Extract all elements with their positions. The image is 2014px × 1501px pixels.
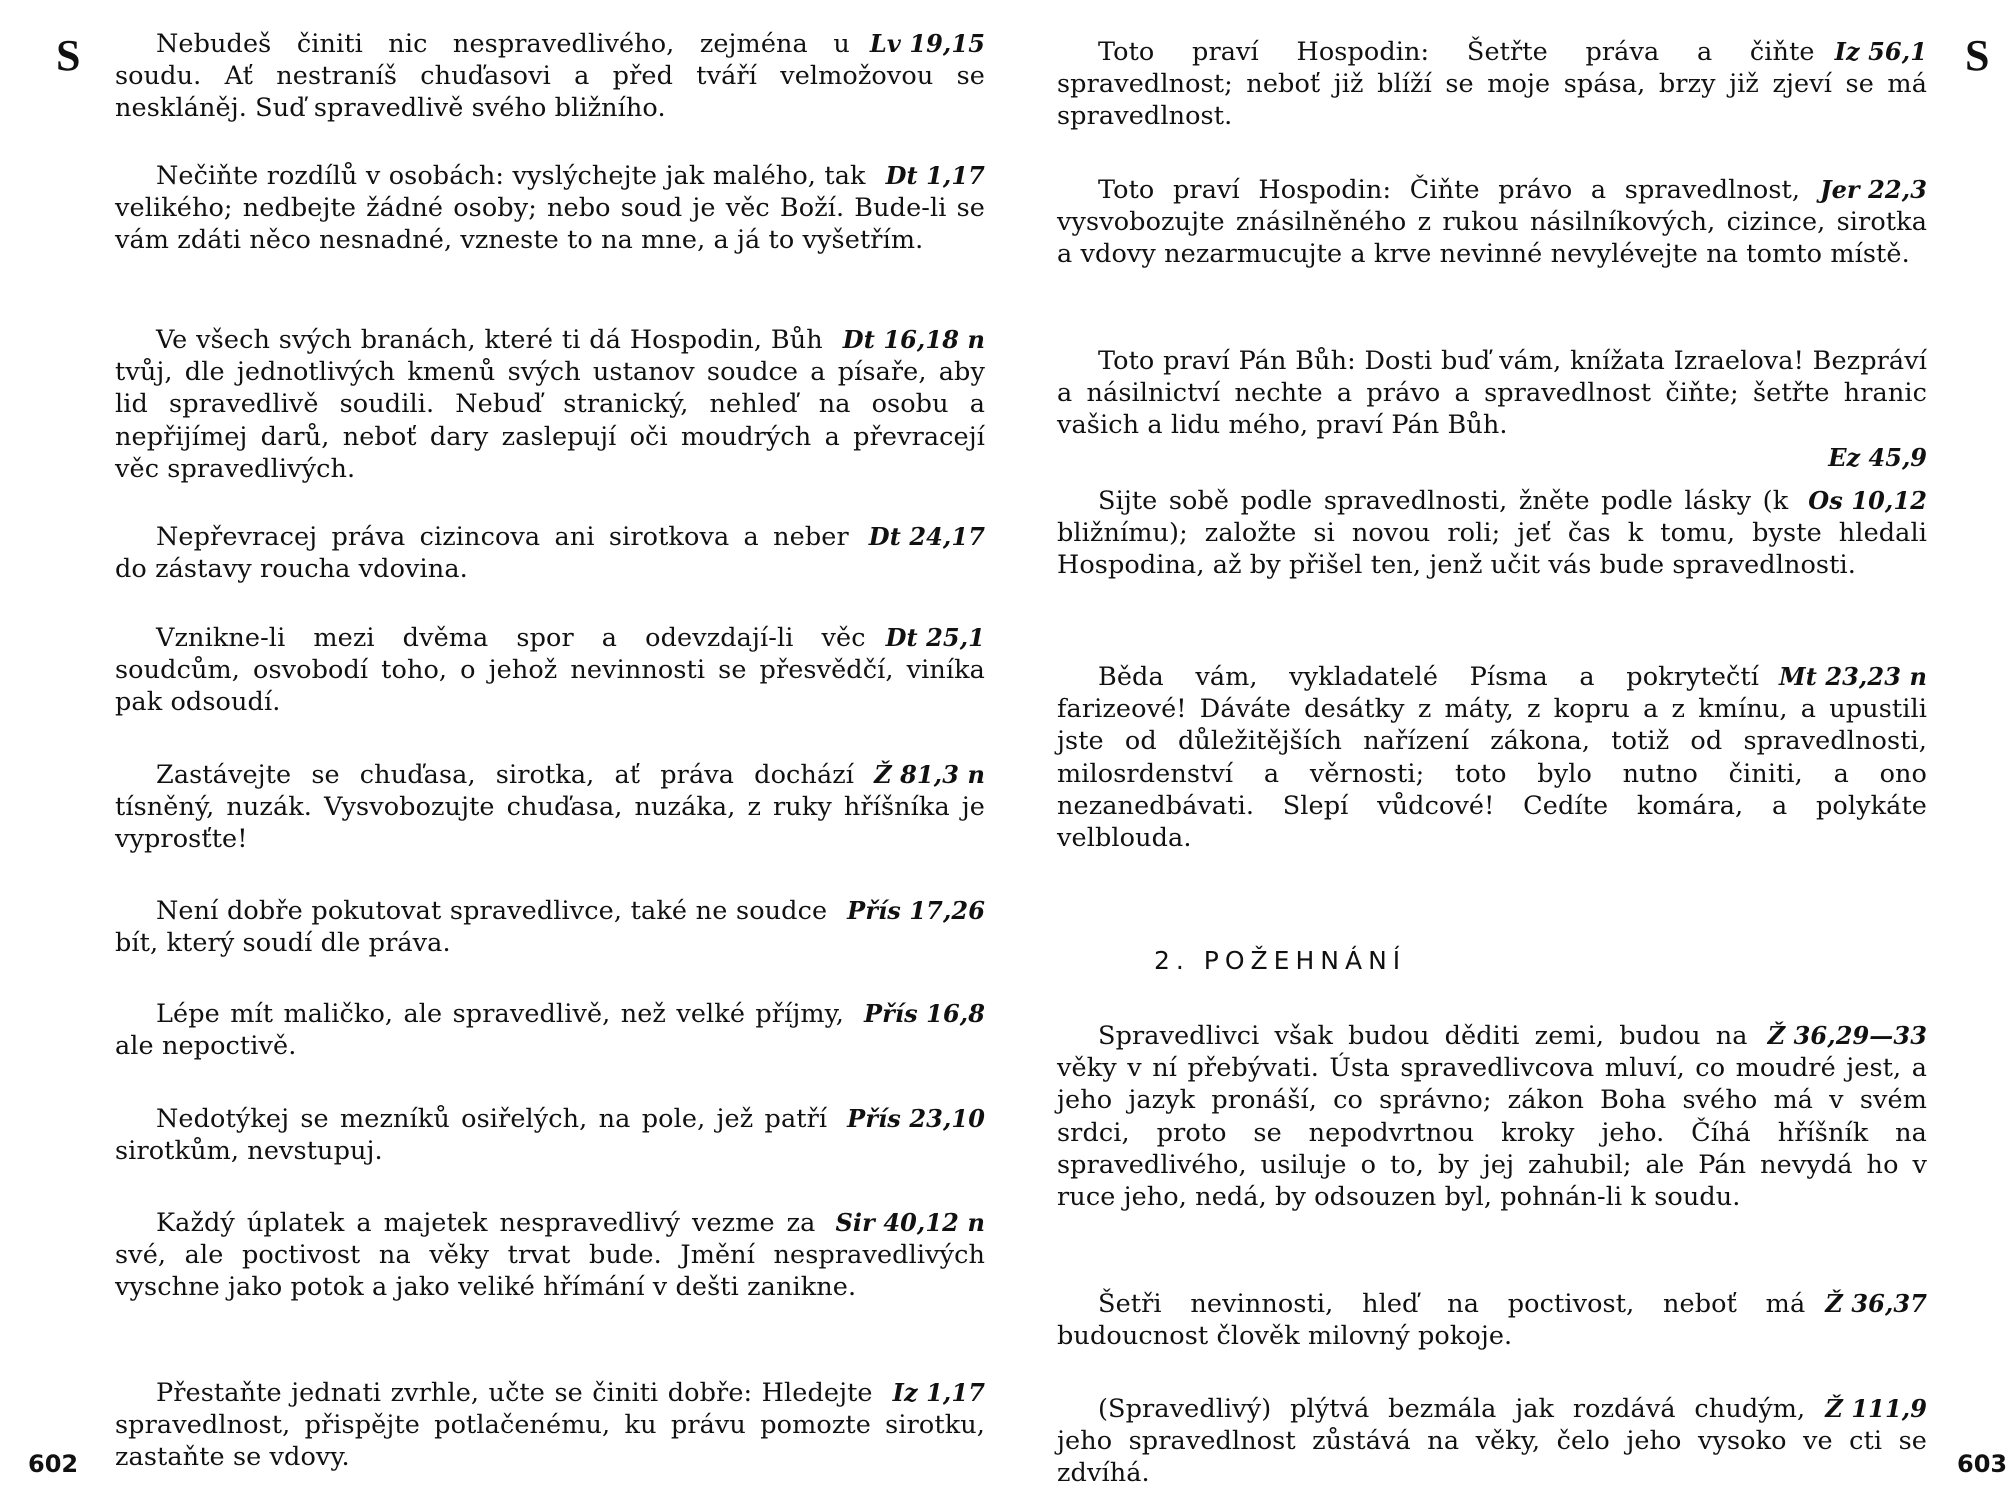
verse-block (115, 1207, 985, 1304)
verse-block (1057, 174, 1927, 271)
verse-block (1057, 36, 1927, 133)
verse-text: Přestaňte jednati zvrhle, učte se činiti dobře: Hledejte spravedlnost, přispějte potlačenému, ku právu pomozte sirotku, zastaňte se vdovy. (115, 1378, 985, 1473)
verse-reference: Ž 36,37 (1825, 1289, 1927, 1318)
verse-text: Šetři nevinnosti, hleď na poctivost, neboť má budoucnost člověk milovný pokoje. (1057, 1289, 1806, 1352)
verse-block (115, 521, 985, 585)
verse-block (115, 1103, 985, 1167)
right-page (1007, 0, 2014, 1501)
verse-text: Nebudeš činiti nic nespravedlivého, zejména u soudu. Ať nestraníš chuďasovi a před tváří velmožovou se neskláněj. Suď spravedlivě svého bližního. (115, 29, 985, 124)
verse-block (1057, 1288, 1927, 1352)
verse-block (1057, 1020, 1927, 1213)
verse-reference: Přís 16,8 (863, 999, 985, 1028)
verse-text: Běda vám, vykladatelé Písma a pokrytečtí farizeové! Dáváte desátky z máty, z kopru a z kmínu, a upustili jste od důležitějších nařízení zákona, totiž od spravedlnosti, milosrdenství a věrnosti; toto bylo nutno činiti, a ono nezanedbávati. Slepí vůdcové! Cedíte komára, a polykáte velblouda. (1057, 662, 1927, 854)
verse-text: (Spravedlivý) plýtvá bezmála jak rozdává chudým, jeho spravedlnost zůstává na věky, čelo jeho vysoko ve cti se zdvíhá. (1057, 1394, 1927, 1489)
verse-reference: Jer 22,3 (1820, 175, 1927, 204)
verse-block (1057, 1393, 1927, 1490)
verse-text: Zastávejte se chuďasa, sirotka, ať práva dochází tísněný, nuzák. Vysvobozujte chuďasa, nuzáka, z ruky hříšníka je vyprosťte! (115, 760, 985, 855)
verse-block (1057, 661, 1927, 854)
verse-reference: Dt 1,17 (885, 161, 985, 190)
verse-reference: Mt 23,23 n (1779, 662, 1927, 691)
verse-reference: Přís 17,26 (847, 896, 985, 925)
verse-block (115, 622, 985, 719)
verse-block (115, 160, 985, 257)
verse-reference: Ez 45,9 (1828, 442, 1927, 472)
verse-reference: Ž 111,9 (1825, 1394, 1927, 1423)
verse-reference: Přís 23,10 (847, 1104, 985, 1133)
verse-block (115, 1377, 985, 1474)
verse-block (115, 998, 985, 1062)
verse-block (115, 324, 985, 485)
verse-text: Spravedlivci však budou děditi zemi, budou na věky v ní přebývati. Ústa spravedlivcova mluví, co moudré jest, a jeho jazyk pronáší, co správno; zákon Boha svého má v svém srdci, proto se nepodvrtnou kroky jeho. Číhá hříšník na spravedlivého, usiluje o to, by jej zahubil; ale Pán nevydá ho v ruce jeho, nedá, by odsouzen byl, pohnán-li k soudu. (1057, 1021, 1927, 1213)
verse-text: Nečiňte rozdílů v osobách: vyslýchejte jak malého, tak velikého; nedbejte žádné osoby; nebo soud je věc Boží. Bude-li se vám zdáti něco nesnadné, vzneste to na mne, a já to vyšetřím. (115, 161, 985, 256)
page-number: 603 (1957, 1450, 2008, 1478)
verse-reference: Dt 24,17 (868, 522, 985, 551)
verse-reference: Ž 36,29—33 (1767, 1021, 1927, 1050)
verse-reference: Lv 19,15 (869, 29, 985, 58)
section-letter: S (56, 31, 81, 80)
verse-reference: Os 10,12 (1808, 486, 1927, 515)
verse-text: Lépe mít maličko, ale spravedlivě, než velké příjmy, ale nepoctivě. (115, 999, 844, 1062)
page-number: 602 (28, 1450, 79, 1478)
verse-text: Ve všech svých branách, které ti dá Hospodin, Bůh tvůj, dle jednotlivých kmenů svých ustanov soudce a písaře, aby lid spravedlivě soudili. Nebuď stranický, nehleď na osobu a nepřijímej darů, neboť dary zaslepují oči moudrých a převracejí věc spravedlivých. (115, 325, 985, 484)
verse-reference: Dt 16,18 n (842, 325, 985, 354)
verse-block (115, 895, 985, 959)
verse-block (115, 28, 985, 125)
verse-block (1057, 345, 1927, 474)
verse-block (1057, 485, 1927, 582)
verse-text: Toto praví Hospodin: Šetřte práva a čiňte spravedlnost; neboť již blíží se moje spása, brzy již zjeví se má spravedlnost. (1057, 37, 1927, 132)
section-letter: S (1965, 31, 1990, 80)
verse-text: Není dobře pokutovat spravedlivce, také ne soudce bít, který soudí dle práva. (115, 896, 828, 959)
section-heading: 2. POŽEHNÁNÍ (1154, 946, 1407, 975)
verse-reference: Ž 81,3 n (874, 760, 985, 789)
verse-reference: Dt 25,1 (885, 623, 985, 652)
verse-text: Toto praví Pán Bůh: Dosti buď vám, knížata Izraelova! Bezpráví a násilnictví nechte a právo a spravedlnost čiňte; šetřte hranic vašich a lidu mého, praví Pán Bůh. (1057, 346, 1927, 441)
verse-text: Nedotýkej se mezníků osiřelých, na pole, jež patří sirotkům, nevstupuj. (115, 1104, 828, 1167)
verse-reference: Iz 1,17 (892, 1378, 985, 1407)
verse-text: Toto praví Hospodin: Čiňte právo a spravedlnost, vysvobozujte znásilněného z rukou násilníkových, cizince, sirotka a vdovy nezarmucujte a krve nevinné nevylévejte na tomto místě. (1057, 175, 1927, 270)
verse-reference: Sir 40,12 n (835, 1208, 985, 1237)
verse-text: Vznikne-li mezi dvěma spor a odevzdají-li věc soudcům, osvobodí toho, o jehož nevinnosti se přesvědčí, viníka pak odsoudí. (115, 623, 985, 718)
verse-text: Sijte sobě podle spravedlnosti, žněte podle lásky (k bližnímu); založte si novou roli; jeť čas k tomu, byste hledali Hospodina, až by přišel ten, jenž učit vás bude spravedlnosti. (1057, 486, 1927, 581)
verse-text: Každý úplatek a majetek nespravedlivý vezme za své, ale poctivost na věky trvat bude. Jmění nespravedlivých vyschne jako potok a jako veliké hřímání v dešti zanikne. (115, 1208, 985, 1303)
verse-block (115, 759, 985, 856)
verse-reference: Iz 56,1 (1834, 37, 1927, 66)
verse-text: Nepřevracej práva cizincova ani sirotkova a neber do zástavy roucha vdovina. (115, 522, 849, 585)
